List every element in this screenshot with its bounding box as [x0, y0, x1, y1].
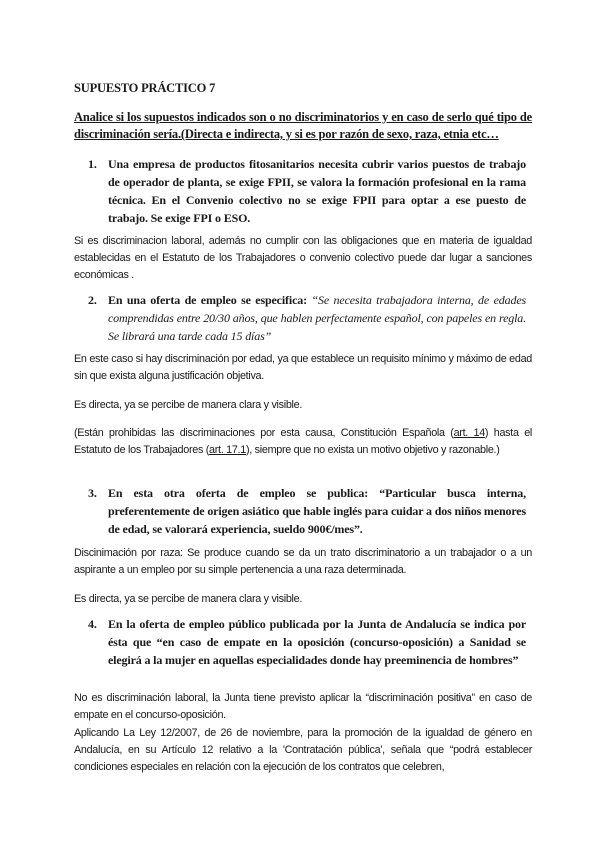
case-2-number: 2.: [88, 293, 97, 307]
legal-note-part-3: ), siempre que no exista un motivo objetivo y razonable.): [245, 443, 500, 456]
document-title: SUPUESTO PRÁCTICO 7: [74, 81, 216, 95]
case-1: [88, 155, 526, 227]
case-2-lead: En una oferta de empleo se especifica:: [108, 293, 307, 307]
answer-2-analysis: En este caso si hay discriminación por edad, ya que establece un requisito mínimo y máximo de edad sin que exista alguna justificación objetiva.: [74, 353, 532, 382]
legal-note-part-2: ) hasta el Estatuto de los Trabajadores (: [74, 427, 532, 456]
case-3-text: En esta otra oferta de empleo se publica: “Particular busca interna, preferentemente de origen asiático que hable inglés para cuidar a dos niños menores de edad, se valorará experiencia, sueldo 900€/mes”.: [108, 486, 526, 536]
case-1-number: 1.: [88, 157, 97, 171]
answer-1: Si es discriminacion laboral, además no cumplir con las obligaciones que en materia de igualdad establecidas en el Estatuto de los Trabajadores o convenio colectivo puede dar lugar a sanciones económicas .: [74, 235, 532, 281]
case-1-text: Una empresa de productos fitosanitarios necesita cubrir varios puestos de trabajo de operador de planta, se exige FPII, se valora la formación profesional en la rama técnica. En el Convenio colectivo no se exige FPII para optar a ese puesto de trabajo. Se exige FPI o ESO.: [108, 157, 526, 225]
link-constitution-art-14[interactable]: art. 14: [453, 427, 485, 439]
answer-3-analysis: Discinimación por raza: Se produce cuando se da un trato discriminatorio a un trabajador o a un aspirante a un empleo por su simple pertenencia a una raza determinada.: [74, 547, 532, 576]
answer-4-legal-basis: Aplicando La Ley 12/2007, de 26 de noviembre, para la promoción de la igualdad de género en Andalucía, en su Artículo 12 relativo a la 'Contratación pública', señala que “podrá establecer condiciones especiales en relación con la ejecución de los contratos que celebren,: [74, 727, 532, 773]
case-4-text: En la oferta de empleo público publicada por la Junta de Andalucía se indica por ésta que “en caso de empate en la oposición (concurso-oposición) a Sanidad se elegirá a la mujer en aquellas especialidades donde hay preeminencia de hombres”: [108, 617, 526, 667]
case-2: [88, 291, 526, 345]
answer-3-type: Es directa, ya se percibe de manera clara y visible.: [74, 593, 303, 605]
case-2-quote: “Se necesita trabajadora interna, de edades comprendidas entre 20/30 años, que hablen perfectamente español, con papeles en regla. Se librará una tarde cada 15 días”: [108, 293, 527, 343]
link-statute-art-17-1[interactable]: art. 17.1: [209, 443, 246, 456]
exercise-instructions: Analice si los supuestos indicados son o no discriminatorios y en caso de serlo qué tipo de discriminación sería.(Directa e indirecta, y si es por razón de sexo, raza, etnia etc…: [74, 110, 532, 141]
case-4-number: 4.: [88, 617, 97, 631]
case-2-text: [108, 291, 526, 345]
answer-4-analysis: No es discriminación laboral, la Junta tiene previsto aplicar la “discriminación positiva” en caso de empate en el concurso-oposición.: [74, 692, 532, 721]
case-4: [88, 615, 526, 669]
case-3-number: 3.: [88, 486, 97, 500]
case-3: [88, 484, 526, 538]
answer-2-type: Es directa, ya se percibe de manera clara y visible.: [74, 399, 303, 411]
answer-2-legal-note: [74, 425, 532, 459]
legal-note-part-1: (Están prohibidas las discriminaciones por esta causa, Constitución Española (: [74, 427, 454, 439]
